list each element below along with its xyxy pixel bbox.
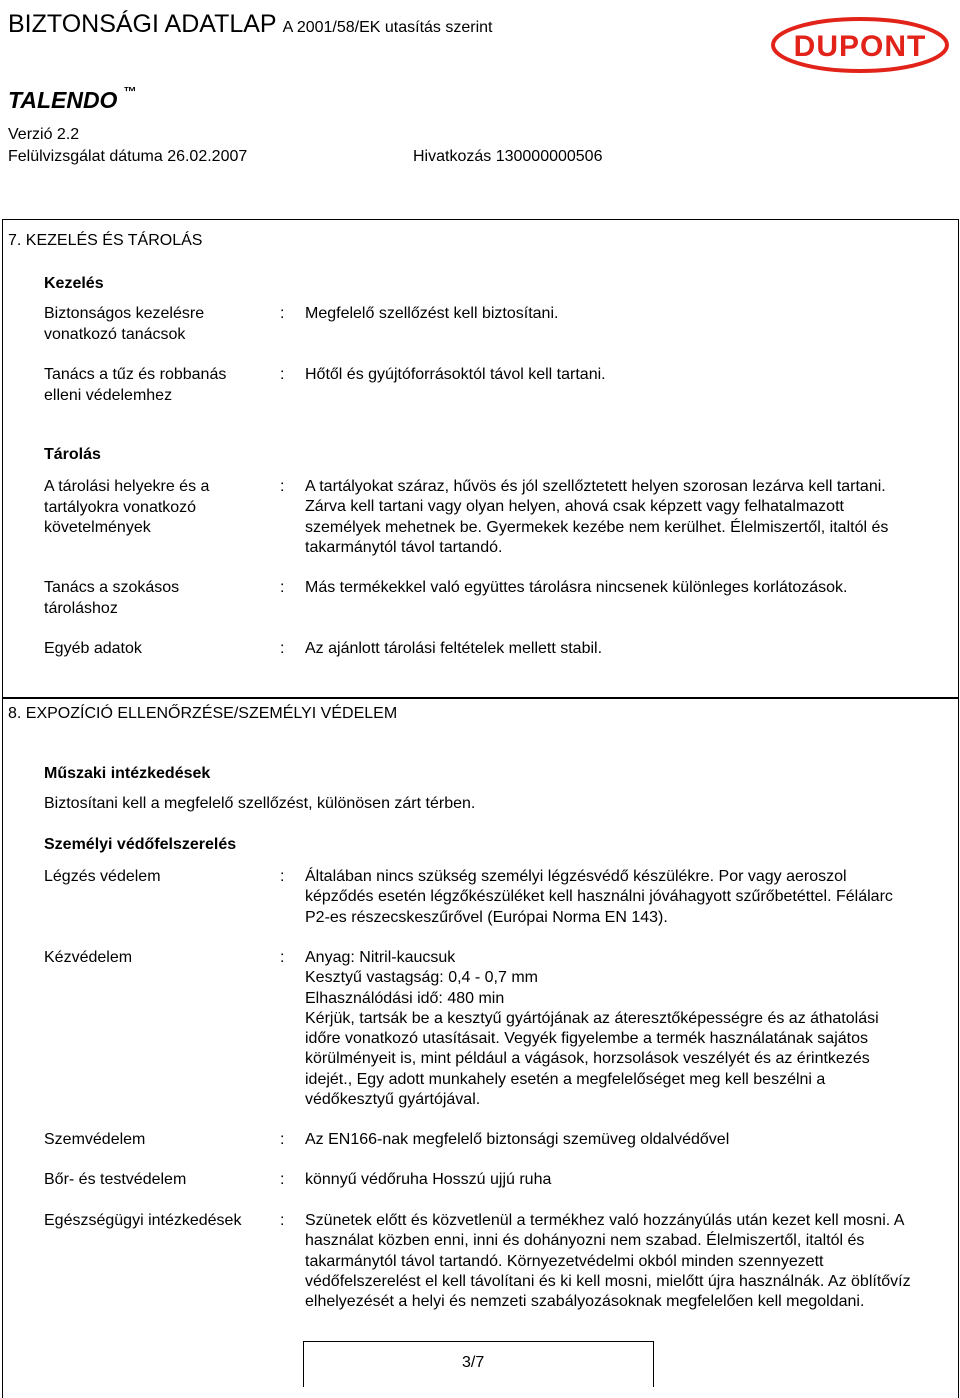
doc-title: BIZTONSÁGI ADATLAP [8, 10, 277, 38]
respiratory-label: Légzés védelem [44, 868, 161, 885]
colon: : [280, 1171, 285, 1188]
eye-protection-value: Az EN166-nak megfelelő biztonsági szemüveg oldalvédővel [305, 1131, 730, 1148]
hygiene-label: Egészségügyi intézkedések [44, 1212, 242, 1229]
dupont-logo [770, 16, 950, 74]
storage-requirements-value: A tartályokat száraz, hűvös és jól szellőztetett helyen szorosan lezárva kell tartani. Zárva kell tartani vagy olyan helyen, ahová csak képzett vagy felhatalmazott személyek mehetnek be. Gyermekek kezébe nem kerülhet. Élelmiszertől, italtól és takarmánytól távol tartandó. [305, 478, 889, 556]
trademark-symbol: ™ [123, 84, 137, 99]
skin-protection-label: Bőr- és testvédelem [44, 1171, 187, 1188]
other-data-value: Az ajánlott tárolási feltételek mellett stabil. [305, 640, 603, 657]
safe-handling-value: Megfelelő szellőzést kell biztosítani. [305, 305, 559, 322]
fire-protection-value: Hőtől és gyújtóforrásoktól távol kell tartani. [305, 366, 606, 383]
version: Verzió 2.2 [8, 126, 80, 143]
handling-heading: Kezelés [44, 275, 104, 292]
hand-protection-label: Kézvédelem [44, 949, 133, 966]
colon: : [280, 868, 285, 885]
respiratory-value: Általában nincs szükség személyi légzésvédő készülékre. Por vagy aeroszol képződés esetén légzőkészüléket kell használni jóváhagyott szűrőbetéttel. Félálarc P2-es részecskeszűrővel (Európai Norma EN 143). [305, 868, 893, 926]
section8-title: 8. EXPOZÍCIÓ ELLENŐRZÉSE/SZEMÉLYI VÉDELEM [8, 705, 398, 722]
other-data-label: Egyéb adatok [44, 640, 142, 657]
product-label: TALENDO [8, 87, 118, 113]
ppe-heading: Személyi védőfelszerelés [44, 836, 237, 853]
section7-title: 7. KEZELÉS ÉS TÁROLÁS [8, 232, 203, 249]
footer-divider-left [303, 1341, 304, 1387]
colon: : [280, 305, 285, 322]
revision-date: Felülvizsgálat dátuma 26.02.2007 [8, 148, 248, 165]
page-number: 3/7 [462, 1354, 485, 1371]
section7-box [2, 219, 959, 699]
common-storage-label: Tanács a szokásos tároláshoz [44, 579, 180, 617]
hygiene-value: Szünetek előtt és közvetlenül a termékhez való hozzányúlás után kezet kell mosni. A használat közben enni, inni és dohányozni nem szabad. Élelmiszertől, italtól és takarmánytól távol tartandó. Környezetvédelmi okból minden szennyezett védőfelszerelést el kell távolítani és ki kell mosni, mielőtt újra használnák. Az öblítővíz elhelyezését a helyi és nemzeti szabályozásoknak megfelelően kell megoldani. [305, 1212, 911, 1311]
footer-divider [303, 1341, 653, 1342]
common-storage-value: Más termékekkel való együttes tárolásra nincsenek különleges korlátozások. [305, 579, 848, 596]
storage-heading: Tárolás [44, 446, 101, 463]
safe-handling-label: Biztonságos kezelésre vonatkozó tanácsok [44, 305, 205, 343]
colon: : [280, 1212, 285, 1229]
logo-text: DUPONT [793, 30, 927, 63]
colon: : [280, 478, 285, 495]
engineering-text: Biztosítani kell a megfelelő szellőzést, különösen zárt térben. [44, 795, 476, 812]
colon: : [280, 366, 285, 383]
fire-protection-label: Tanács a tűz és robbanás elleni védelemhez [44, 366, 227, 404]
colon: : [280, 1131, 285, 1148]
colon: : [280, 949, 285, 966]
skin-protection-value: könnyű védőruha Hosszú ujjú ruha [305, 1171, 552, 1188]
hand-protection-value: Anyag: Nitril-kaucsuk Kesztyű vastagság: 0,4 - 0,7 mm Elhasználódási idő: 480 min Kérjük, tartsák be a kesztyű gyártójának az áteresztőképességre és az áthatolási időre vonatkozó utasításait. Vegyék figyelembe a termék használatának sajátos körülményeit is, mint például a vágások, horzsolások veszélyét és az érintkezés idejét., Egy adott munkahely esetén a megfelelőséget meg kell beszélni a védőkesztyű gyártójával. [305, 949, 879, 1109]
document-title [8, 10, 493, 39]
colon: : [280, 579, 285, 596]
product-name [8, 84, 136, 114]
reference-number: Hivatkozás 130000000506 [413, 148, 603, 165]
footer-divider-right [653, 1341, 654, 1387]
eye-protection-label: Szemvédelem [44, 1131, 146, 1148]
storage-requirements-label: A tárolási helyekre és a tartályokra vonatkozó követelmények [44, 478, 210, 536]
colon: : [280, 640, 285, 657]
engineering-heading: Műszaki intézkedések [44, 765, 211, 782]
doc-subtitle: A 2001/58/EK utasítás szerint [282, 19, 493, 36]
